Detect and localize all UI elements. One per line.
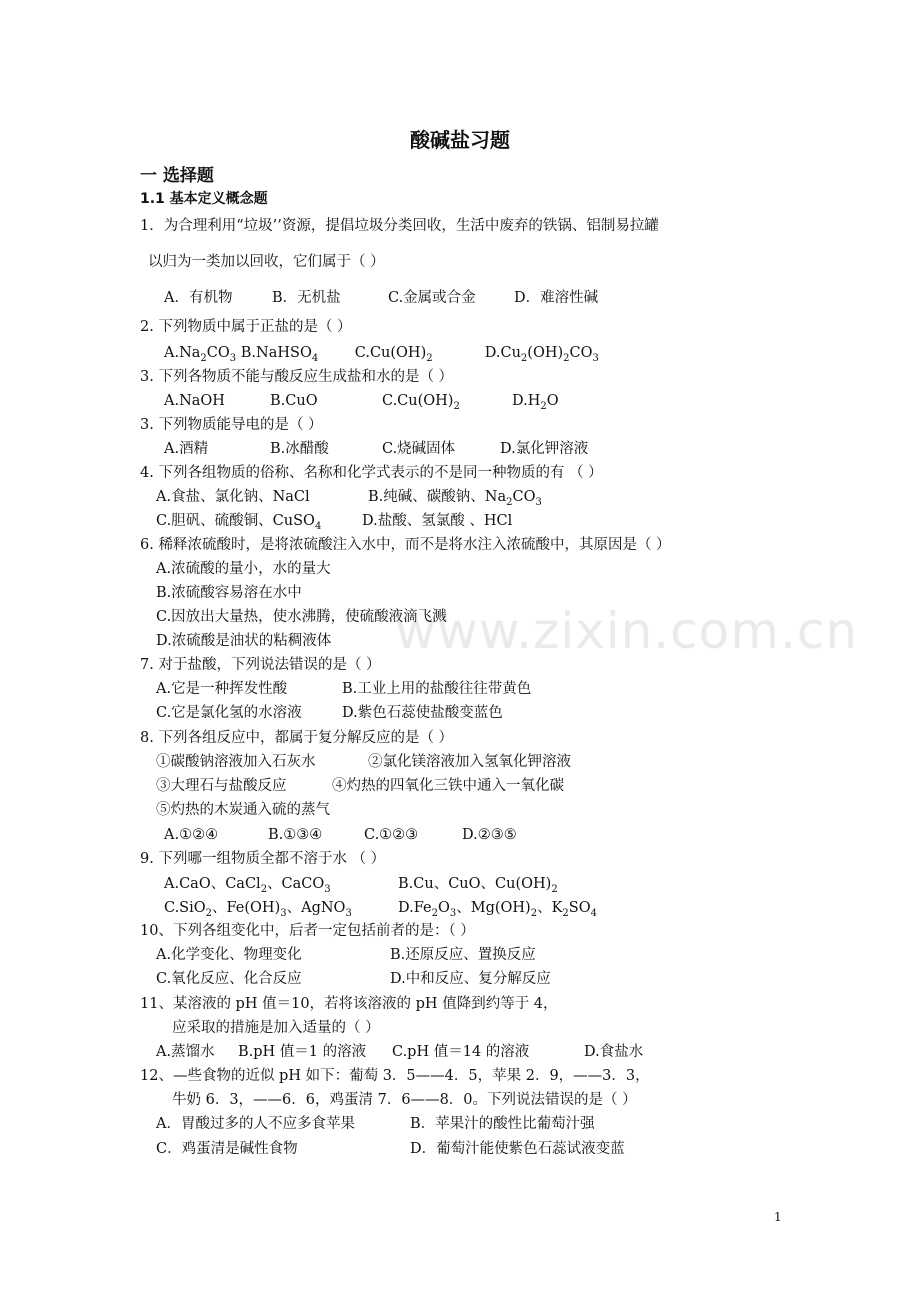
q4-options-row2 — [156, 511, 512, 537]
q9-option-b: B.Cu、CuO、$Cu(OH)_2$ — [398, 876, 558, 895]
q2-option-a: $A.Na_2CO_3$ — [164, 345, 237, 364]
q7-option-a: A.它是一种挥发性酸 — [156, 681, 288, 697]
section-heading: 一 选择题 — [140, 166, 214, 186]
q6-option-a: A.浓硫酸的量小，水的量大 — [156, 561, 331, 577]
q8-items-row2 — [156, 776, 564, 796]
q2-option-c: $C.Cu(OH)_2$ — [354, 345, 433, 364]
q12-options-row1 — [156, 1114, 595, 1134]
q8-item-4: ④灼热的四氧化三铁中通入一氧化碳 — [332, 778, 564, 794]
q6-option-b: B.浓硫酸容易溶在水中 — [156, 585, 302, 601]
q9-option-d: $D.Fe_2O_3$、$Mg(OH)_2$、$K_2SO_4$ — [398, 900, 597, 919]
q2-options — [164, 343, 599, 369]
q8-item-2: ②氯化镁溶液加入氢氧化钾溶液 — [368, 754, 571, 770]
q1-option-b: B．无机盐 — [272, 290, 341, 306]
q10-option-d: D.中和反应、复分解反应 — [390, 971, 551, 987]
q9-options-row1 — [164, 874, 558, 900]
q12-option-d: D．葡萄汁能使紫色石蕊试液变蓝 — [410, 1141, 625, 1157]
page-title: 酸碱盐习题 — [410, 128, 510, 152]
q11-stem-line1: 11、某溶液的 pH 值＝10，若将该溶液的 pH 值降到约等于 4， — [140, 996, 558, 1012]
q7-option-d: D.紫色石蕊使盐酸变蓝色 — [342, 705, 503, 721]
q4-option-b: B.纯碱、碳酸钠、$Na_2CO_3$ — [368, 489, 542, 508]
q3a-options — [164, 391, 559, 417]
q8-option-b: B.①③④ — [268, 827, 323, 843]
q1-option-a: A．有机物 — [164, 290, 233, 306]
q7-options-row2 — [156, 703, 503, 723]
q10-stem: 10、下列各组变化中，后者一定包括前者的是：（ ） — [140, 923, 475, 939]
q1-stem-line1: 1．为合理利用“垃圾’’资源，提倡垃圾分类回收，生活中废弃的铁锅、铝制易拉罐 — [140, 218, 659, 234]
q6-stem: 6. 稀释浓硫酸时，是将浓硫酸注入水中，而不是将水注入浓硫酸中，其原因是（ ） — [140, 537, 671, 553]
q8-stem: 8. 下列各组反应中，都属于复分解反应的是（ ） — [140, 730, 454, 746]
q3b-option-b: B.冰醋酸 — [270, 441, 329, 457]
q11-stem-line2: 应采取的措施是加入适量的（ ） — [172, 1020, 380, 1036]
q3b-stem: 3. 下列物质能导电的是（ ） — [140, 417, 323, 433]
q9-option-a: A.CaO、CaCl$_2$、CaCO$_3$ — [164, 876, 331, 895]
q3a-option-a: A.NaOH — [164, 393, 225, 409]
q11-option-b: B.pH 值＝1 的溶液 — [238, 1044, 367, 1060]
q12-options-row2 — [156, 1139, 625, 1159]
page-number: 1 — [774, 1210, 782, 1224]
q1-stem-line2: 以归为一类加以回收，它们属于（ ） — [148, 254, 385, 270]
q12-option-a: A．胃酸过多的人不应多食苹果 — [156, 1116, 355, 1132]
q6-option-c: C.因放出大量热，使水沸腾，使硫酸液滴飞溅 — [156, 609, 447, 625]
q2-stem: 2. 下列物质中属于正盐的是（ ） — [140, 319, 352, 335]
q7-options-row1 — [156, 679, 531, 699]
q1-option-c: C.金属或合金 — [388, 290, 476, 306]
q1-option-d: D．难溶性碱 — [514, 290, 599, 306]
q9-options-row2 — [164, 898, 597, 924]
q8-item-3: ③大理石与盐酸反应 — [156, 778, 287, 794]
q2-option-b: B.NaHSO$_4$ — [240, 345, 319, 364]
q4-stem: 4. 下列各组物质的俗称、名称和化学式表示的不是同一种物质的有 （ ） — [140, 465, 603, 481]
subsection-heading: 1.1 基本定义概念题 — [140, 191, 268, 207]
q2-option-d: $D.Cu_2(OH)_2CO_3$ — [484, 345, 599, 364]
q12-stem-line2: 牛奶 6．3，——6．6，鸡蛋清 7．6——8．0。下列说法错误的是（ ） — [172, 1092, 637, 1108]
q8-option-a: A.①②④ — [164, 827, 219, 843]
q12-option-c: C．鸡蛋清是碱性食物 — [156, 1141, 298, 1157]
q11-option-a: A.蒸馏水 — [156, 1044, 215, 1060]
watermark: www.zixin.com.cn — [395, 602, 859, 660]
q8-option-d: D.②③⑤ — [462, 827, 517, 843]
q8-item-5: ⑤灼热的木炭通入硫的蒸气 — [156, 802, 330, 818]
q7-option-b: B.工业上用的盐酸往往带黄色 — [342, 681, 532, 697]
q10-options-row1 — [156, 945, 536, 965]
q4-option-a: A.食盐、氯化钠、NaCl — [156, 489, 310, 505]
q7-option-c: C.它是氯化氢的水溶液 — [156, 705, 302, 721]
q9-stem: 9. 下列哪一组物质全都不溶于水 （ ） — [140, 851, 386, 867]
q9-option-c: C.SiO$_2$、$Fe(OH)_3$、AgNO$_3$ — [164, 900, 352, 919]
q3b-option-d: D.氯化钾溶液 — [500, 441, 589, 457]
q8-option-c: C.①②③ — [364, 827, 419, 843]
q10-options-row2 — [156, 969, 551, 989]
q8-options — [164, 825, 517, 845]
q11-option-c: C.pH 值＝14 的溶液 — [392, 1044, 530, 1060]
q3b-option-a: A.酒精 — [164, 441, 209, 457]
q11-options — [156, 1042, 643, 1062]
q12-option-b: B．苹果汁的酸性比葡萄汁强 — [410, 1116, 595, 1132]
q3a-option-d: $D.H_2O$ — [512, 393, 559, 412]
q8-items-row1 — [156, 752, 571, 772]
q7-stem: 7. 对于盐酸，下列说法错误的是（ ） — [140, 657, 381, 673]
q3a-stem: 3. 下列各物质不能与酸反应生成盐和水的是（ ） — [140, 369, 454, 385]
q1-options — [164, 288, 598, 308]
q3b-option-c: C.烧碱固体 — [382, 441, 456, 457]
q4-options-row1 — [156, 487, 542, 513]
q4-option-c: C.胆矾、硫酸铜、CuSO$_4$ — [156, 513, 322, 532]
q3a-option-c: $C.Cu(OH)_2$ — [382, 393, 460, 412]
q3a-option-b: B.CuO — [270, 393, 318, 409]
q12-stem-line1: 12、—些食物的近似 pH 如下：葡萄 3．5——4．5，苹果 2．9，——3．3， — [140, 1068, 650, 1084]
q6-option-d: D.浓硫酸是油状的粘稠液体 — [156, 633, 332, 649]
q11-option-d: D.食盐水 — [584, 1044, 644, 1060]
q10-option-a: A.化学变化、物理变化 — [156, 947, 302, 963]
q8-item-1: ①碳酸钠溶液加入石灰水 — [156, 754, 316, 770]
q10-option-c: C.氧化反应、化合反应 — [156, 971, 302, 987]
q10-option-b: B.还原反应、置换反应 — [390, 947, 536, 963]
q3b-options — [164, 439, 588, 459]
q4-option-d: D.盐酸、氢氯酸 、HCl — [362, 513, 513, 529]
